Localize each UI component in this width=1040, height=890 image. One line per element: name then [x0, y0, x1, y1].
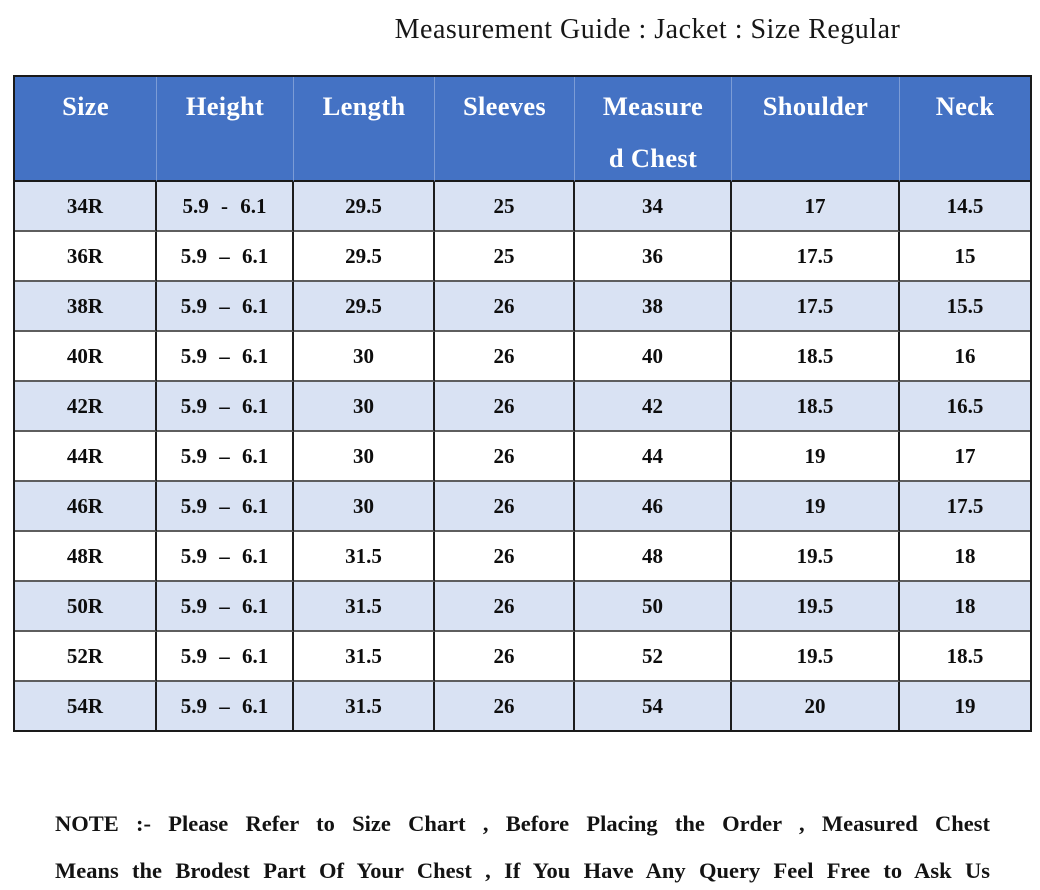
- table-cell-size: 36R: [15, 232, 157, 282]
- table-cell-height: 5.9 – 6.1: [157, 532, 294, 582]
- table-cell-height: 5.9 – 6.1: [157, 582, 294, 632]
- table-cell-shoulder: 19: [732, 482, 900, 532]
- table-cell-height: 5.9 – 6.1: [157, 482, 294, 532]
- table-cell-sleeves: 26: [435, 432, 575, 482]
- table-cell-length: 30: [294, 332, 435, 382]
- table-cell-height: 5.9 – 6.1: [157, 632, 294, 682]
- size-table: [13, 75, 1032, 732]
- table-row: [15, 532, 1030, 582]
- table-cell-neck: 18: [900, 582, 1030, 632]
- col-header-length: [294, 77, 435, 182]
- table-row: [15, 382, 1030, 432]
- table-cell-neck: 15.5: [900, 282, 1030, 332]
- table-cell-length: 31.5: [294, 582, 435, 632]
- table-cell-sleeves: 26: [435, 332, 575, 382]
- table-cell-measured-chest: 40: [575, 332, 732, 382]
- table-cell-height: 5.9 - 6.1: [157, 182, 294, 232]
- table-cell-length: 31.5: [294, 632, 435, 682]
- table-cell-length: 30: [294, 482, 435, 532]
- table-row: [15, 432, 1030, 482]
- col-header-height: [157, 77, 294, 182]
- table-cell-measured-chest: 34: [575, 182, 732, 232]
- table-cell-measured-chest: 50: [575, 582, 732, 632]
- table-cell-size: 44R: [15, 432, 157, 482]
- col-header-height-label: Height: [185, 91, 265, 121]
- table-cell-shoulder: 20: [732, 682, 900, 730]
- table-cell-neck: 17: [900, 432, 1030, 482]
- table-cell-length: 30: [294, 382, 435, 432]
- table-cell-sleeves: 26: [435, 532, 575, 582]
- table-cell-height: 5.9 – 6.1: [157, 432, 294, 482]
- table-cell-size: 42R: [15, 382, 157, 432]
- table-cell-measured-chest: 36: [575, 232, 732, 282]
- table-row: [15, 332, 1030, 382]
- table-cell-neck: 18.5: [900, 632, 1030, 682]
- table-cell-size: 38R: [15, 282, 157, 332]
- col-header-measured-chest: Measure d Chest: [575, 77, 732, 182]
- table-cell-length: 31.5: [294, 532, 435, 582]
- table-cell-shoulder: 19.5: [732, 632, 900, 682]
- table-cell-height: 5.9 – 6.1: [157, 682, 294, 730]
- table-cell-length: 29.5: [294, 182, 435, 232]
- table-row: [15, 682, 1030, 730]
- table-row: [15, 632, 1030, 682]
- col-header-sleeves: [435, 77, 575, 182]
- table-cell-size: 54R: [15, 682, 157, 730]
- header-row: [15, 77, 1030, 182]
- table-cell-sleeves: 25: [435, 182, 575, 232]
- table-cell-sleeves: 26: [435, 282, 575, 332]
- table-row: [15, 282, 1030, 332]
- note-line-1: NOTE :- Please Refer to Size Chart , Before Placing the Order , Measured Chest: [55, 811, 990, 836]
- table-cell-sleeves: 26: [435, 582, 575, 632]
- page-title: Measurement Guide : Jacket : Size Regular: [394, 14, 901, 45]
- table-cell-size: 52R: [15, 632, 157, 682]
- col-header-measured-chest-label: Measure: [602, 91, 704, 121]
- table-cell-shoulder: 19: [732, 432, 900, 482]
- table-cell-size: 50R: [15, 582, 157, 632]
- table-cell-height: 5.9 – 6.1: [157, 232, 294, 282]
- col-header-shoulder: [732, 77, 900, 182]
- table-cell-length: 31.5: [294, 682, 435, 730]
- table-row: [15, 182, 1030, 232]
- table-cell-sleeves: 26: [435, 682, 575, 730]
- col-header-neck: [900, 77, 1030, 182]
- table-cell-length: 30: [294, 432, 435, 482]
- table-cell-measured-chest: 54: [575, 682, 732, 730]
- table-cell-neck: 16.5: [900, 382, 1030, 432]
- table-cell-height: 5.9 – 6.1: [157, 382, 294, 432]
- note: [55, 800, 990, 890]
- col-header-shoulder-label: Shoulder: [762, 91, 869, 121]
- table-cell-size: 34R: [15, 182, 157, 232]
- table-header: [15, 77, 1030, 182]
- table-cell-measured-chest: 46: [575, 482, 732, 532]
- table-cell-size: 40R: [15, 332, 157, 382]
- col-header-size: [15, 77, 157, 182]
- table-cell-sleeves: 25: [435, 232, 575, 282]
- table-cell-size: 46R: [15, 482, 157, 532]
- table-cell-shoulder: 19.5: [732, 532, 900, 582]
- table-row: [15, 232, 1030, 282]
- table-cell-length: 29.5: [294, 282, 435, 332]
- table-cell-neck: 19: [900, 682, 1030, 730]
- table-body: [15, 182, 1030, 730]
- table-cell-measured-chest: 48: [575, 532, 732, 582]
- table-cell-height: 5.9 – 6.1: [157, 332, 294, 382]
- table-cell-shoulder: 17.5: [732, 232, 900, 282]
- col-header-size-label: Size: [62, 91, 109, 121]
- table-row: [15, 482, 1030, 532]
- col-header-length-label: Length: [322, 91, 406, 121]
- table-cell-measured-chest: 42: [575, 382, 732, 432]
- table-cell-neck: 14.5: [900, 182, 1030, 232]
- table-cell-sleeves: 26: [435, 382, 575, 432]
- table-cell-neck: 15: [900, 232, 1030, 282]
- table-cell-measured-chest: 52: [575, 632, 732, 682]
- table-cell-neck: 17.5: [900, 482, 1030, 532]
- table-cell-sleeves: 26: [435, 632, 575, 682]
- table-cell-measured-chest: 38: [575, 282, 732, 332]
- table-cell-size: 48R: [15, 532, 157, 582]
- note-line-2: Means the Brodest Part Of Your Chest , If You Have Any Query Feel Free to Ask Us: [55, 858, 990, 883]
- table-cell-length: 29.5: [294, 232, 435, 282]
- table-cell-shoulder: 17: [732, 182, 900, 232]
- table-cell-neck: 18: [900, 532, 1030, 582]
- col-header-sleeves-label: Sleeves: [462, 91, 547, 121]
- table-cell-height: 5.9 – 6.1: [157, 282, 294, 332]
- table-cell-sleeves: 26: [435, 482, 575, 532]
- table-cell-shoulder: 18.5: [732, 332, 900, 382]
- table-cell-shoulder: 19.5: [732, 582, 900, 632]
- col-header-neck-label: Neck: [935, 91, 995, 121]
- table-row: [15, 582, 1030, 632]
- table-cell-measured-chest: 44: [575, 432, 732, 482]
- table-cell-shoulder: 17.5: [732, 282, 900, 332]
- table-cell-shoulder: 18.5: [732, 382, 900, 432]
- table-cell-neck: 16: [900, 332, 1030, 382]
